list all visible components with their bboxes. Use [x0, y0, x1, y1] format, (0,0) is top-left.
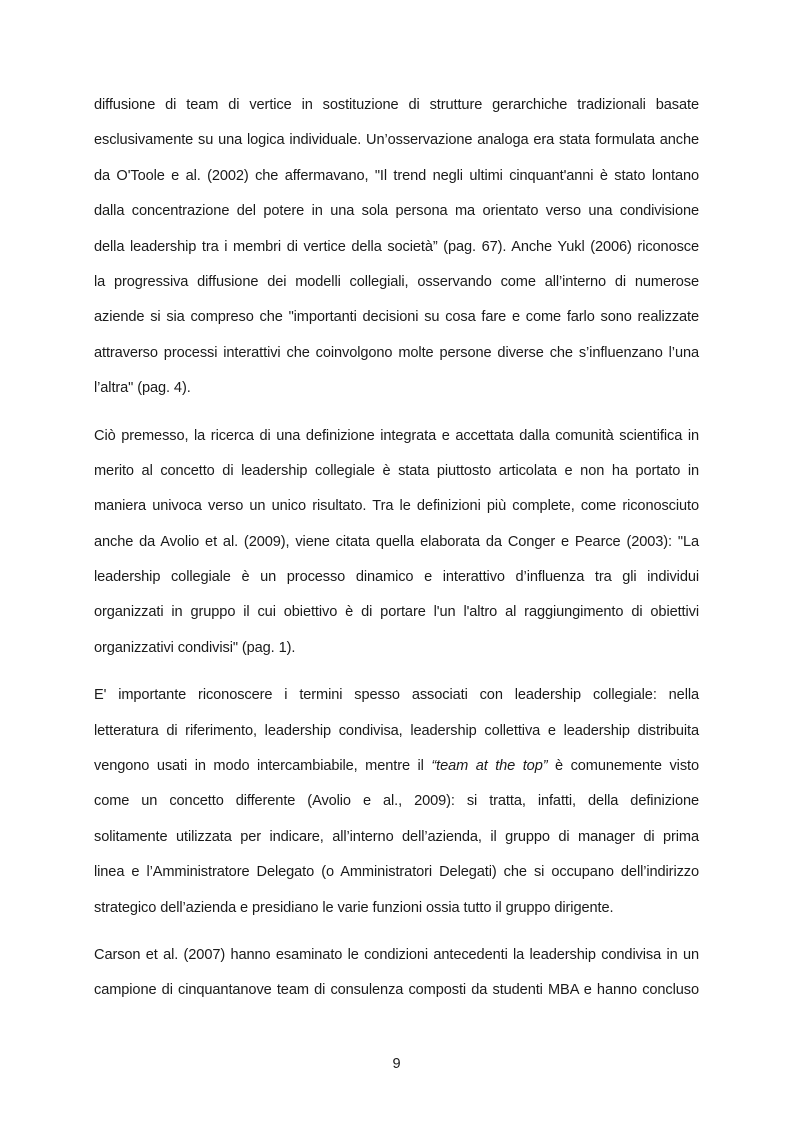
text-line: merito al concetto di leadership collegiale è stata piuttosto articolata e non ha portato in [94, 462, 699, 479]
paragraph-2 [94, 419, 699, 667]
italic-term: “team at the top” [431, 758, 548, 775]
document-body [94, 88, 699, 1021]
text-line: come un concetto differente (Avolio e al., 2009): si tratta, infatti, della definizione [94, 793, 699, 810]
text-line: aziende si sia compreso che "importanti decisioni su cosa fare e come farlo sono realizzate [94, 309, 699, 326]
text-line: attraverso processi interattivi che coinvolgono molte persone diverse che s’influenzano l’una [94, 344, 699, 361]
page-number: 9 [392, 1056, 401, 1072]
text-line: dalla concentrazione del potere in una sola persona ma orientato verso una condivisione [94, 203, 699, 220]
paragraph-1 [94, 88, 699, 407]
text-line: letteratura di riferimento, leadership condivisa, leadership collettiva e leadership distribuita [94, 722, 699, 739]
text-line: organizzativi condivisi" (pag. 1). [94, 639, 296, 656]
text-line: la progressiva diffusione dei modelli collegiali, osservando come all’interno di numerose [94, 273, 699, 290]
text-line: della leadership tra i membri di vertice della società” (pag. 67). Anche Yukl (2006) riconosce [94, 238, 699, 255]
text-line: l’altra" (pag. 4). [94, 380, 191, 397]
text-line: Carson et al. (2007) hanno esaminato le condizioni antecedenti la leadership condivisa in un [94, 946, 699, 963]
text-line: strategico dell’azienda e presidiano le varie funzioni ossia tutto il gruppo dirigente. [94, 899, 614, 916]
text-line: linea e l’Amministratore Delegato (o Amministratori Delegati) che si occupano dell’indirizzo [94, 864, 699, 881]
text-line: anche da Avolio et al. (2009), viene citata quella elaborata da Conger e Pearce (2003): "La [94, 533, 699, 550]
text-line: diffusione di team di vertice in sostituzione di strutture gerarchiche tradizionali basate [94, 97, 699, 113]
paragraph-3 [94, 678, 699, 926]
text-line-with-italic: vengono usati in modo intercambiabile, mentre il “team at the top” è comunemente visto [94, 758, 699, 775]
text-line: leadership collegiale è un processo dinamico e interattivo d’influenza tra gli individui [94, 569, 699, 586]
text-line: campione di cinquantanove team di consulenza composti da studenti MBA e hanno concluso [94, 982, 699, 999]
text-line: solitamente utilizzata per indicare, all’interno dell’azienda, il gruppo di manager di prima [94, 828, 699, 845]
paragraph-4 [94, 938, 699, 1009]
text-line: E' importante riconoscere i termini spesso associati con leadership collegiale: nella [94, 687, 699, 704]
text-line: Ciò premesso, la ricerca di una definizione integrata e accettata dalla comunità scientifica in [94, 427, 699, 444]
text-line: esclusivamente su una logica individuale. Un’osservazione analoga era stata formulata anche [94, 132, 699, 149]
text-line: maniera univoca verso un unico risultato. Tra le definizioni più complete, come riconosciuto [94, 498, 699, 515]
text-line: da O'Toole e al. (2002) che affermavano, "Il trend negli ultimi cinquant'anni è stato lontano [94, 167, 699, 184]
text-line: organizzati in gruppo il cui obiettivo è di portare l'un l'altro al raggiungimento di obiettivi [94, 604, 699, 621]
